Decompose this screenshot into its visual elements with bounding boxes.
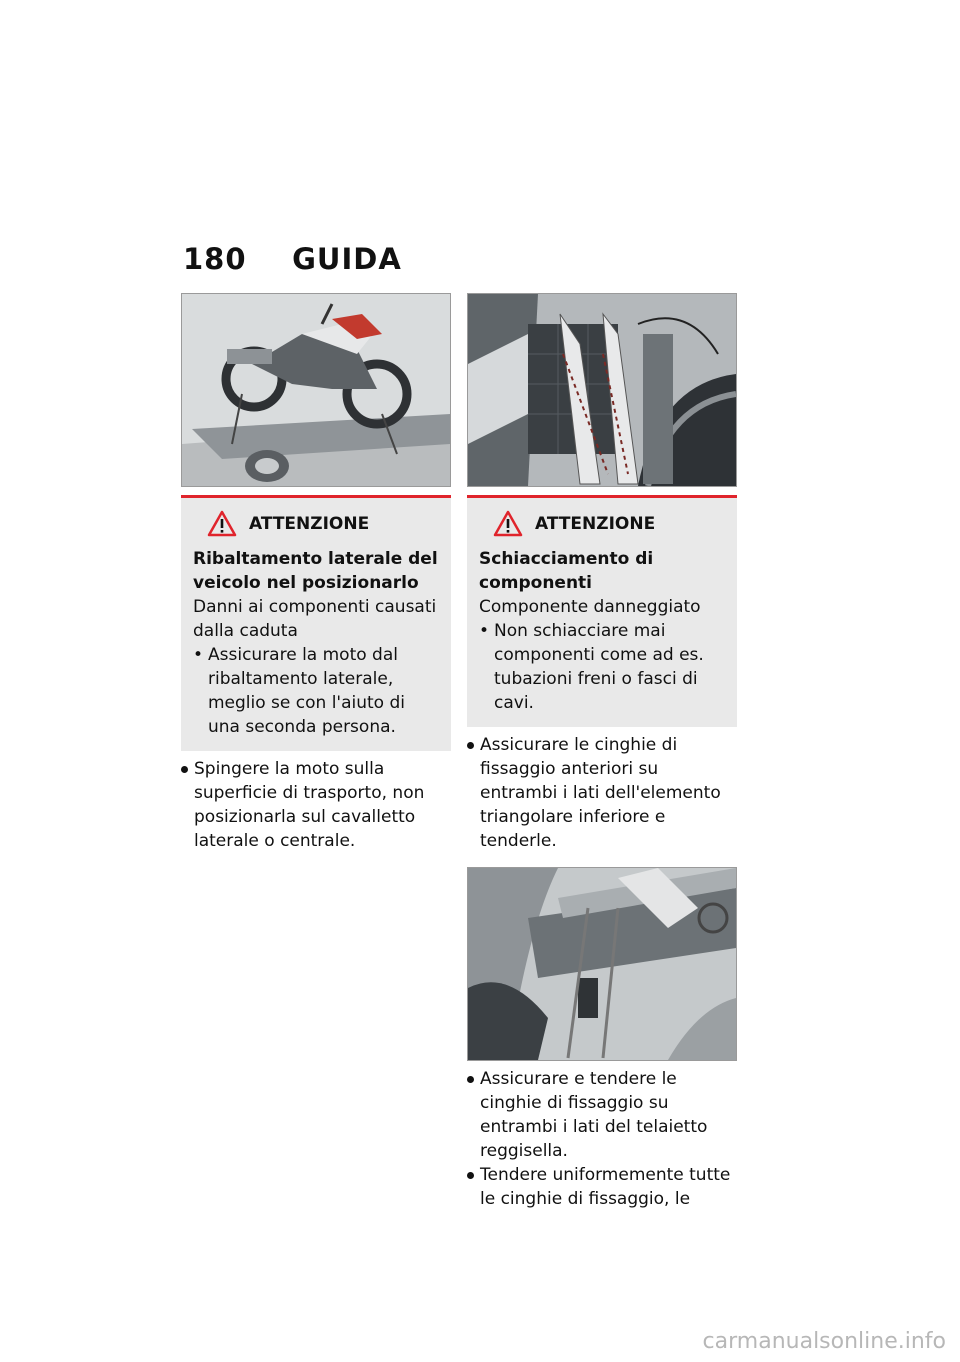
right-column <box>467 293 737 1211</box>
bullet-dot <box>467 742 474 749</box>
warning-title: Schiacciamento di componenti <box>479 549 654 593</box>
warning-header <box>479 510 725 537</box>
bullet-dot <box>181 766 188 773</box>
instruction-bullet <box>181 757 451 853</box>
warning-triangle-icon <box>207 510 237 537</box>
fork-strap-image <box>467 293 737 487</box>
warning-text: Componente danneggiato <box>479 597 701 617</box>
warning-text: Danni ai componenti causati dalla caduta <box>193 597 437 641</box>
page-header <box>183 242 402 276</box>
bullet-dot <box>467 1172 474 1179</box>
warning-bullet: • Non schiacciare mai componenti come ad es. tubazioni freni o fasci di cavi. <box>479 619 725 715</box>
rear-frame-strap-image <box>467 867 737 1061</box>
warning-box-tipping <box>181 495 451 751</box>
instruction-text: Tendere uniformemente tutte le cinghie di fissaggio, le <box>480 1165 731 1209</box>
watermark: carmanualsonline.info <box>702 1329 946 1354</box>
warning-bullet: • Assicurare la moto dal ribaltamento laterale, meglio se con l'aiuto di una seconda persona. <box>193 643 439 739</box>
left-column <box>181 293 451 853</box>
warning-label: ATTENZIONE <box>535 513 656 534</box>
warning-box-crushing <box>467 495 737 727</box>
instruction-bullet <box>467 1163 737 1211</box>
page-number: 180 <box>183 242 247 276</box>
section-title: GUIDA <box>292 242 402 276</box>
warning-label: ATTENZIONE <box>249 513 370 534</box>
warning-triangle-icon <box>493 510 523 537</box>
bullet-dot <box>467 1076 474 1083</box>
instruction-bullet <box>467 1067 737 1163</box>
warning-title: Ribaltamento laterale del veicolo nel posizionarlo <box>193 549 438 593</box>
motorcycle-trailer-image <box>181 293 451 487</box>
warning-header <box>193 510 439 537</box>
instruction-text: Assicurare le cinghie di fissaggio anteriori su entrambi i lati dell'elemento triangolare inferiore e tenderle. <box>480 735 721 851</box>
instruction-text: Assicurare e tendere le cinghie di fissaggio su entrambi i lati del telaietto reggisella. <box>480 1069 708 1161</box>
instruction-bullet <box>467 733 737 853</box>
instruction-text: Spingere la moto sulla superficie di trasporto, non posizionarla sul cavalletto laterale o centrale. <box>194 759 425 851</box>
